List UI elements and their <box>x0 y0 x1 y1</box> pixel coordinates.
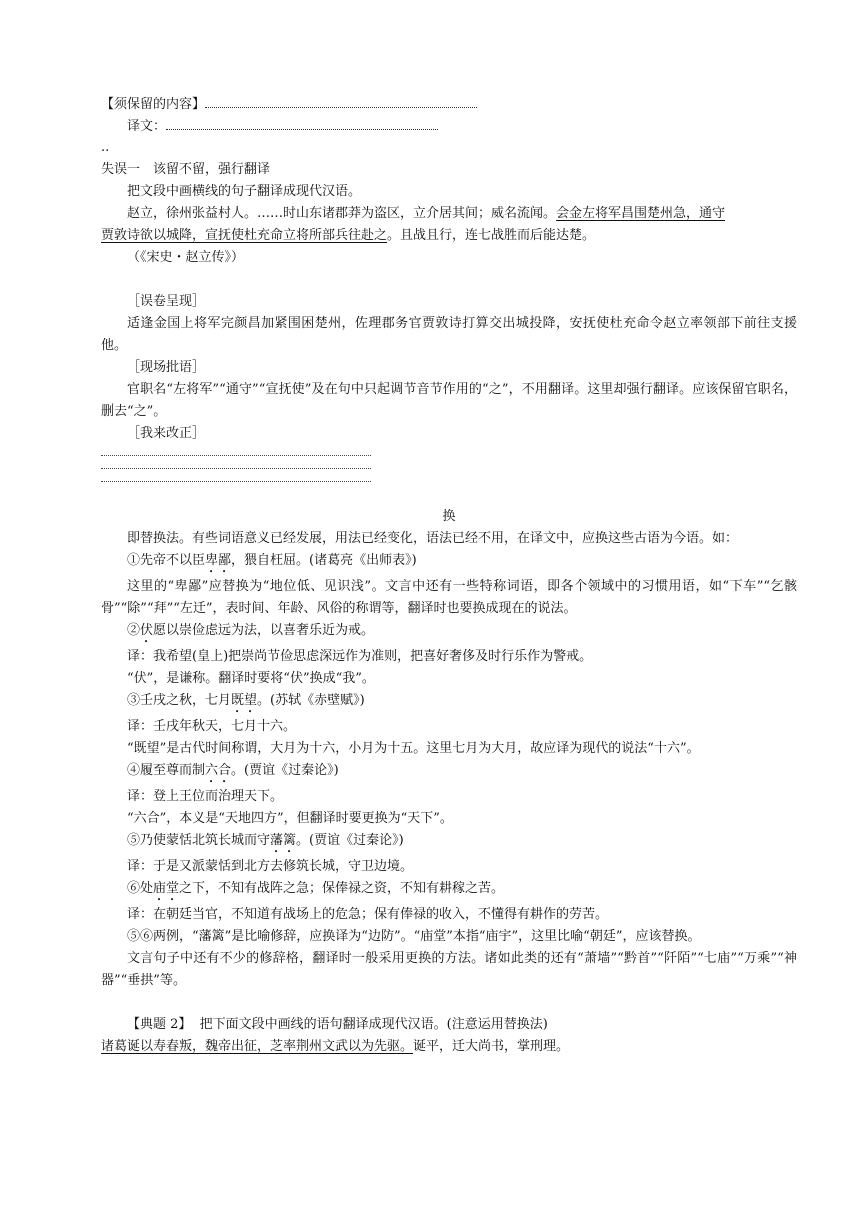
example-56-note: ⑤⑥两例，“藩篱”是比喻修辞，应换译为“边防”。“庙堂”本指“庙宇”，这里比喻“朝廷”，应该替换。 <box>127 929 701 944</box>
example-6 <box>101 878 797 900</box>
dotted-blank <box>166 115 438 130</box>
emphasized-word: 藩篱 <box>270 833 297 848</box>
retain-line <box>101 93 797 115</box>
error1-title: 失误一 该留不留，强行翻译 <box>101 162 271 177</box>
comment-text: 官职名“左将军”“通守”“宣抚使”及在句中只起调节音节作用的“之”，不用翻译。这里却强行翻译。应该保留官职名，删去“之”。 <box>101 382 797 419</box>
error1-instruction: 把文段中画横线的句子翻译成现代汉语。 <box>127 184 362 199</box>
example-5 <box>101 830 797 852</box>
example2-passage <box>101 1036 797 1058</box>
example-2-translation: 译：我希望(皇上)把崇尚节俭思虑深远作为准则，把喜好奢侈及时行乐作为警戒。 <box>127 649 593 664</box>
answer-line-1 <box>101 455 371 456</box>
error1-source: （《宋史・赵立传》） <box>127 250 245 265</box>
example-3-translation: 译：壬戌年秋天，七月十六。 <box>127 719 297 734</box>
emphasized-word: 伏 <box>140 623 154 638</box>
retain-label: 【须保留的内容】 <box>101 97 206 112</box>
comment-label: ［现场批语］ <box>127 360 206 375</box>
huan-closing: 文言句子中还有不少的修辞格，翻译时一般采用更换的方法。诸如此类的还有“萧墙”“黔首”“阡陌”“七庙”“万乘”“神器”“垂拱”等。 <box>101 951 797 988</box>
emphasized-word: 卑鄙 <box>205 553 232 568</box>
example-text: 之下，不知有战阵之急；保俸禄之资，不知有耕稼之苦。 <box>179 881 505 896</box>
huan-heading: 换 <box>442 509 456 524</box>
passage-plain-2: 。且战且行，连七战胜而后能达楚。 <box>387 228 596 243</box>
translation-label: 译文： <box>127 119 167 134</box>
example-text: ，猥自枉屈。(诸葛亮《出师表》) <box>231 553 417 568</box>
error1-passage-line2 <box>101 225 797 247</box>
passage-underlined-2: 贾敦诗欲以城降，宣抚使杜充命立将所部兵往赴之 <box>101 228 388 243</box>
example-text: ② <box>127 623 141 638</box>
example-text: 。(贾谊《过秦论》) <box>231 763 339 778</box>
example-3-note: “既望”是古代时间称谓，大月为十六，小月为十五。这里七月为大月，故应译为现代的说法“十六”。 <box>127 741 700 756</box>
correction-label: ［我来改正］ <box>127 426 206 441</box>
wrong-paper-label: ［误卷呈现］ <box>127 294 206 309</box>
passage-plain: 赵立，徐州张益村人。……时山东诸郡莽为盗区，立介居其间；威名流闻。 <box>127 206 557 221</box>
wrong-paper-text: 适逢金国上将军完颜昌加紧围困楚州，佐理郡务官贾敦诗打算交出城投降，安抚使杜充命令赵立率领部下前往支援他。 <box>101 316 797 353</box>
emphasized-word: 既望 <box>231 693 258 708</box>
example-1-note: 这里的“卑鄙”应替换为“地位低、见识浅”。文言中还有一些特称词语，即各个领域中的习惯用语，如“下车”“乞骸骨”“除”“拜”“左迁”，表时间、年龄、风俗的称谓等，翻译时也要换成现在的说法。 <box>101 579 797 616</box>
error1-passage-line1 <box>101 203 797 225</box>
example-text: ③壬戌之秋，七月 <box>127 693 232 708</box>
example-4-translation: 译：登上王位而治理天下。 <box>127 789 284 804</box>
example-text: ①先帝不以臣 <box>127 553 206 568</box>
example2-header <box>101 1014 797 1036</box>
example-text: 。(苏轼《赤壁赋》) <box>257 693 365 708</box>
example-1 <box>101 550 797 572</box>
example-4-note: “六合”，本义是“天地四方”，但翻译时要更换为“天下”。 <box>127 811 453 826</box>
trail-dots: .. <box>101 140 110 155</box>
emphasized-word: 六合 <box>205 763 232 778</box>
example2-underlined: 诸葛诞以寿春叛，魏帝出征，芝率荆州文武以为先驱。 <box>101 1039 414 1054</box>
answer-line-3 <box>101 481 371 482</box>
example-5-translation: 译：于是又派蒙恬到北方去修筑长城，守卫边境。 <box>127 859 414 874</box>
example-2-note: “伏”，是谦称。翻译时要将“伏”换成“我”。 <box>127 671 375 686</box>
dotted-blank <box>205 93 477 108</box>
passage-underlined: 会金左将军昌围楚州急，通守 <box>556 206 726 221</box>
example-text: ④履至尊而制 <box>127 763 206 778</box>
example2-instruction: 把下面文段中画线的语句翻译成现代汉语。(注意运用替换法) <box>199 1017 548 1032</box>
example2-label: 【典题 2】 <box>127 1017 192 1032</box>
example-2 <box>101 620 797 642</box>
answer-line-2 <box>101 468 371 469</box>
document-page <box>101 93 797 1058</box>
example-text: 愿以崇俭虑远为法，以喜奢乐近为戒。 <box>153 623 375 638</box>
example-text: 。(贾谊《过秦论》) <box>296 833 404 848</box>
example-4 <box>101 760 797 782</box>
huan-intro: 即替换法。有些词语意义已经发展，用法已经变化，语法已经不用，在译文中，应换这些古语为今语。如： <box>127 531 739 546</box>
translation-line <box>101 115 797 137</box>
example2-plain: 诞平，迁大尚书，掌刑理。 <box>413 1039 570 1054</box>
example-6-translation: 译：在朝廷当官，不知道有战场上的危急；保有俸禄的收入，不懂得有耕作的劳苦。 <box>127 907 609 922</box>
example-text: ⑥处 <box>127 881 154 896</box>
example-text: ⑤乃使蒙恬北筑长城而守 <box>127 833 271 848</box>
emphasized-word: 庙堂 <box>153 881 180 896</box>
example-3 <box>101 690 797 712</box>
